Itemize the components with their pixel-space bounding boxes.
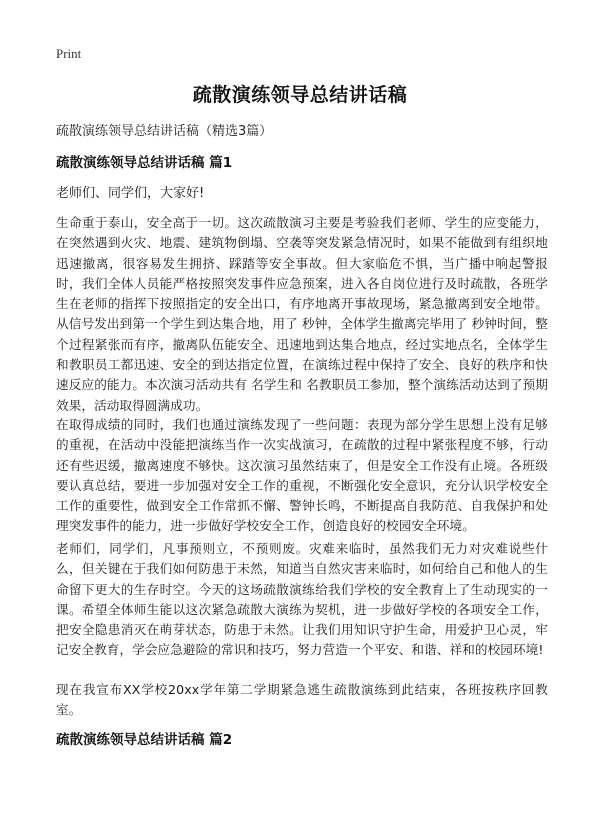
greeting-text: 老师们、同学们，大家好! — [56, 186, 205, 201]
paragraph-3: 老师们，同学们，凡事预则立，不预则废。灾难来临时，虽然我们无力对灾难说些什么，但关键在于我们如何防患于未然，知道当自然灾害来临时，如何给自己和他人的生命留下更大的生存时空。今天的这场疏散演练给我们学校的安全教育上了生动现实的一课。希望全体师生能以这次紧急疏散大演练为契机，进一步做好学校的各项安全工作，把安全隐患消灭在萌芽状态，防患于未然。让我们用知识守护生命，用爱护卫心灵，牢记安全教育，学会应急避险的常识和技巧，努力营造一个平安、和谐、祥和的校园环境! — [56, 541, 548, 658]
section-heading-1: 疏散演练领导总结讲话稿 篇1 — [56, 155, 233, 171]
print-label[interactable]: Print — [56, 46, 82, 61]
paragraph-4: 现在我宣布XX学校20xx学年第二学期紧急逃生疏散演练到此结束，各班按秩序回教室。 — [56, 682, 548, 718]
paragraph-1: 生命重于泰山，安全高于一切。这次疏散演习主要是考验我们老师、学生的应变能力，在突然遇到火灾、地震、建筑物倒塌、空袭等突发紧急情况时，如果不能做到有组织地迅速撤离，很容易发生拥挤、踩踏等安全事故。但大家临危不惧，当广播中响起警报时，我们全体人员能严格按照突发事件应急预案，进入各自岗位进行及时疏散，各班学生在老师的指挥下按照指定的安全出口，有序地离开事故现场，紧急撤离到安全地带。从信号发出到第一个学生到达集合地，用了 秒钟，全体学生撤离完毕用了 秒钟时间，整个过程紧张而有序，撤离队伍能安全、迅速地到达集合地点，经过实地点名，全体学生和教职员工都迅速、安全的到达指定位置，在演练过程中保持了安全、良好的秩序和快速反应的能力。本次演习活动共有 名学生和 名教职员工参加，整个演练活动达到了预期效果，活动取得圆满成功。 — [56, 215, 548, 413]
document-subtitle: 疏散演练领导总结讲话稿（精选3篇） — [56, 124, 273, 139]
page-title: 疏散演练领导总结讲话稿 — [192, 84, 408, 106]
section-heading-2: 疏散演练领导总结讲话稿 篇2 — [56, 732, 233, 748]
paragraph-2: 在取得成绩的同时，我们也通过演练发现了一些问题：表现为部分学生思想上没有足够的重视，在活动中没能把演练当作一次实战演习，在疏散的过程中紧张程度不够，行动还有些迟缓，撤离速度不够快。这次演习虽然结束了，但是安全工作没有止境。各班级要认真总结，要进一步加强对安全工作的重视，不断强化安全意识，充分认识学校安全工作的重要性，做到安全工作常抓不懈、警钟长鸣，不断提高自我防范、自我保护和处理突发事件的能力，进一步做好学校安全工作，创造良好的校园安全环境。 — [56, 417, 548, 534]
